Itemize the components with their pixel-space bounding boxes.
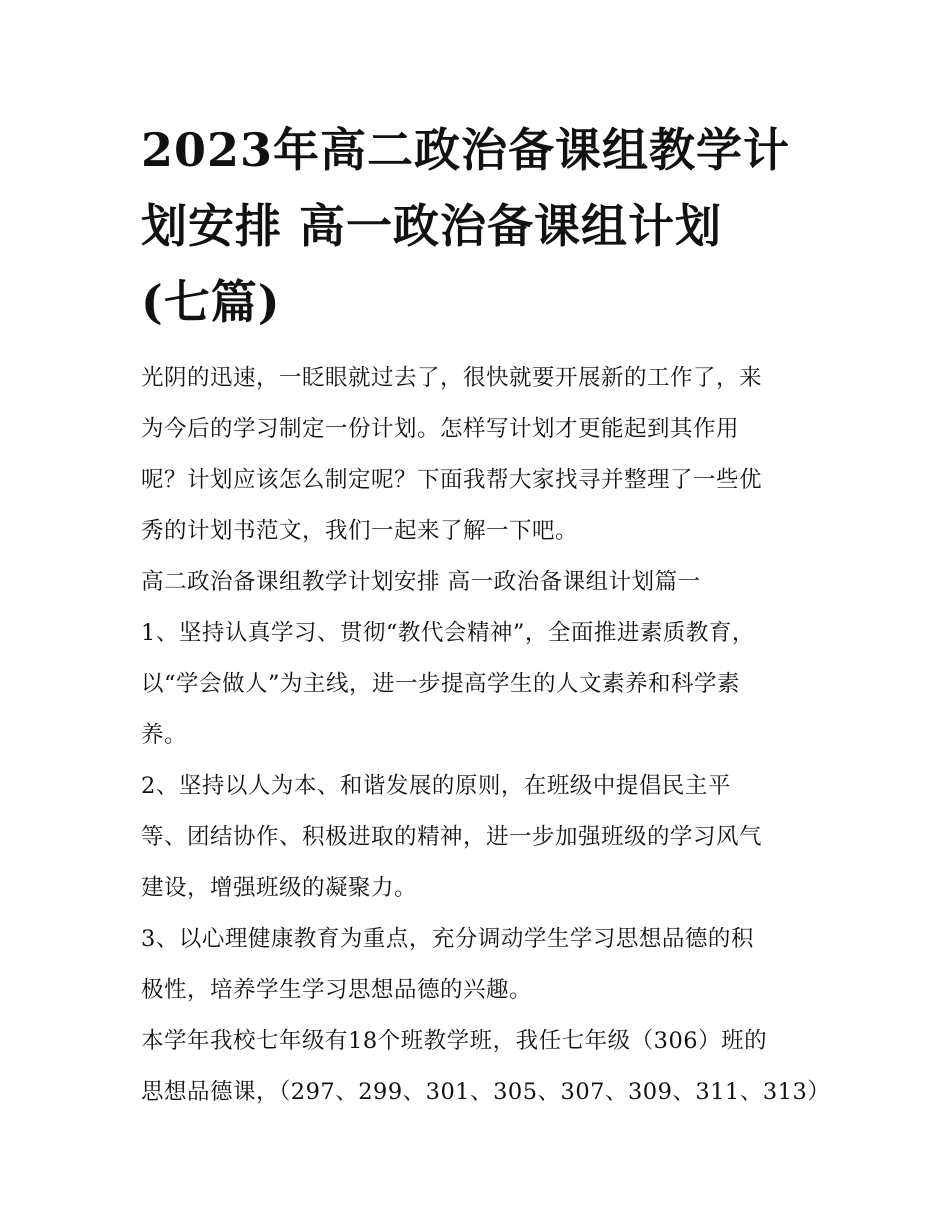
point-2-line: 等、团结协作、积极进取的精神，进一步加强班级的学习风气: [141, 824, 763, 850]
intro-line: 为今后的学习制定一份计划。怎样写计划才更能起到其作用: [141, 416, 740, 442]
title-line: 划安排 高一政治备课组计划: [141, 199, 723, 253]
class-info-line: 本学年我校七年级有18个班教学班，我任七年级（306）班的: [141, 1028, 768, 1054]
class-info-line: 思想品德课，（297、299、301、305、307、309、311、313）: [141, 1079, 831, 1105]
section-heading: 高二政治备课组教学计划安排 高一政治备课组计划篇一: [141, 569, 701, 595]
intro-line: 呢？计划应该怎么制定呢？下面我帮大家找寻并整理了一些优: [141, 467, 763, 493]
title-line: 2023年高二政治备课组教学计: [141, 123, 791, 177]
point-1-line: 以“学会做人”为主线，进一步提高学生的人文素养和科学素: [141, 671, 741, 697]
point-2-line: 2、坚持以人为本、和谐发展的原则，在班级中提倡民主平: [141, 773, 731, 799]
point-1-line: 1、坚持认真学习、贯彻“教代会精神”，全面推进素质教育，: [141, 620, 755, 646]
intro-line: 光阴的迅速，一眨眼就过去了，很快就要开展新的工作了，来: [141, 365, 763, 391]
title-line: (七篇): [141, 275, 281, 329]
point-1-line: 养。: [141, 722, 188, 748]
intro-line: 秀的计划书范文，我们一起来了解一下吧。: [141, 518, 579, 544]
point-2-line: 建设，增强班级的凝聚力。: [141, 875, 418, 901]
point-3-line: 极性，培养学生学习思想品德的兴趣。: [141, 977, 533, 1003]
document-title: [141, 112, 821, 340]
document-body: [141, 353, 831, 1118]
point-3-line: 3、以心理健康教育为重点，充分调动学生学习思想品德的积: [141, 926, 754, 952]
